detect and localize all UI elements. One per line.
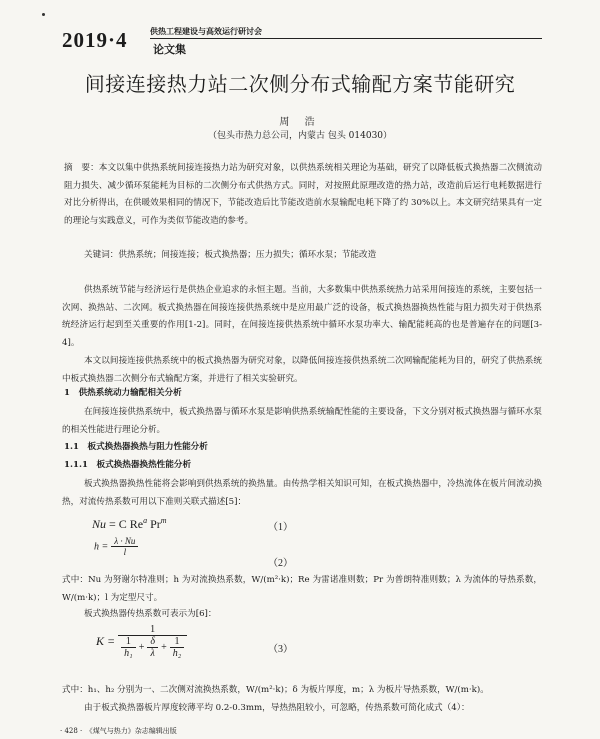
- keywords: 关键词：供热系统；间接连接；板式换热器；压力损失；循环水泵；节能改造: [84, 250, 377, 260]
- eq2-numerator: λ · Nu: [111, 536, 138, 547]
- eq1-lhs: Nu: [92, 517, 107, 531]
- eq1-rhs: = C Re: [109, 517, 144, 531]
- section-label: 论文集: [153, 43, 186, 56]
- intro-paragraph-1: 供热系统节能与经济运行是供热企业追求的永恒主题。当前，大多数集中供热系统热力站采用间接连的系统，主要包括一次网、换热站、二次网。板式换热器在间接连接供热系统中是应用最广泛的设备，板式换热器换热性能与阻力损失对于供热系统经济运行起到至关重要的作用[1-2]。同时，在间接连接供热系统中循环水泵功率大、输配能耗高的也是普遍存在的问题[3-4]。: [62, 285, 542, 348]
- author: 周 浩: [279, 117, 321, 128]
- eq3-one-a: 1: [121, 636, 135, 648]
- header-rule: [150, 38, 542, 39]
- equation-1: [92, 516, 167, 532]
- affiliation: （包头市热力总公司，内蒙古 包头 014030）: [207, 131, 393, 141]
- eq1-exponent-m: m: [160, 516, 167, 525]
- eq1-pr: Pr: [150, 517, 161, 531]
- eq1-exponent-a: a: [143, 516, 148, 525]
- eq2-lhs: h =: [94, 541, 109, 553]
- symbols-description-1: 式中：Nu 为努谢尔特准则；h 为对流换热系数，W/(m²·k)；Re 为雷诺准则数；Pr 为普朗特准则数；λ 为流体的导热系数，W/(m·k)；l 为定型尺寸。: [62, 575, 542, 603]
- eq2-denominator: l: [123, 547, 127, 557]
- paragraph-simplification: 由于板式换热器板片厚度较薄平均 0.2-0.3mm，导热热阻较小，可忽略，传热系数可简化成式（4）：: [84, 703, 470, 713]
- eq3-delta: δ: [147, 636, 158, 648]
- journal-name: 供热工程建设与高效运行研讨会: [150, 26, 262, 36]
- equation-2: [94, 536, 138, 557]
- equation-3-number: （3）: [268, 644, 293, 655]
- equation-1-number: （1）: [268, 522, 293, 533]
- abstract: 摘 要：本文以集中供热系统间接连接热力站为研究对象，以供热系统相关理论为基础，研究了以降低板式换热器二次侧流动阻力损失、减少循环泵能耗为目标的二次侧分布式供热方式。同时，对按照此原理改造的热力站，改造前后运行电耗数据进行对比分析得出，在供暖效果相同的情况下，节能改造后比节能改造前水泵输配电耗下降了约 30%以上。本文研究结果具有一定的理论与实践意义，可作为类似节能改造的参考。: [64, 163, 542, 226]
- intro-paragraph-2: 本文以间接连接供热系统中的板式换热器为研究对象，以降低间接连接供热系统二次网输配能耗为目的，研究了供热系统中板式换热器二次侧分布式输配方案，并进行了相关实验研究。: [62, 356, 542, 384]
- eq3-lhs: K =: [96, 634, 116, 648]
- eq3-one-b: 1: [170, 636, 184, 648]
- equation-3: [96, 624, 187, 659]
- section-heading-1: 1 供热系统动力输配相关分析: [64, 388, 182, 398]
- equation-2-number: （2）: [268, 558, 293, 569]
- symbols-description-2: 式中：h₁、h₂ 分别为一、二次侧对流换热系数，W/(m²·k)；δ 为板片厚度，m；λ 为板片导热系数，W/(m·k)。: [62, 685, 489, 695]
- section-1-paragraph: 在间接连接供热系统中，板式换热器与循环水泵是影响供热系统输配性能的主要设备，下文分别对板式换热器与循环水泵的相关性能进行理论分析。: [62, 407, 542, 435]
- page-footer: · 428 · 《煤气与热力》杂志编辑出版: [60, 727, 177, 735]
- section-heading-1-1: 1.1 板式换热器换热与阻力性能分析: [64, 442, 208, 452]
- paper-title: 间接连接热力站二次侧分布式输配方案节能研究: [84, 72, 516, 96]
- eq3-h1: h₁: [124, 648, 133, 659]
- section-heading-1-1-1: 1.1.1 板式换热器换热性能分析: [64, 460, 192, 470]
- paragraph-transfer-coefficient: 板式换热器传热系数可表示为[6]：: [84, 609, 217, 619]
- eq3-h2: h₂: [172, 648, 182, 659]
- scan-dot: [42, 13, 45, 16]
- eq3-numerator: 1: [118, 624, 187, 636]
- eq3-lambda: λ: [150, 648, 155, 659]
- eq3-denominator: $\frac{1}{\text{h₁}}$ + $\frac{\delta}{\lambda}$ + $\frac{1}{\text{h₂}}$: [118, 636, 187, 659]
- issue-number: 2019·4: [62, 28, 128, 52]
- section-1-1-1-paragraph: 板式换热器换热性能将会影响到供热系统的换热量。由传热学相关知识可知，在板式换热器中，冷热流体在板片间流动换热，对流传热系数可用以下准则关联式描述[5]：: [62, 479, 542, 507]
